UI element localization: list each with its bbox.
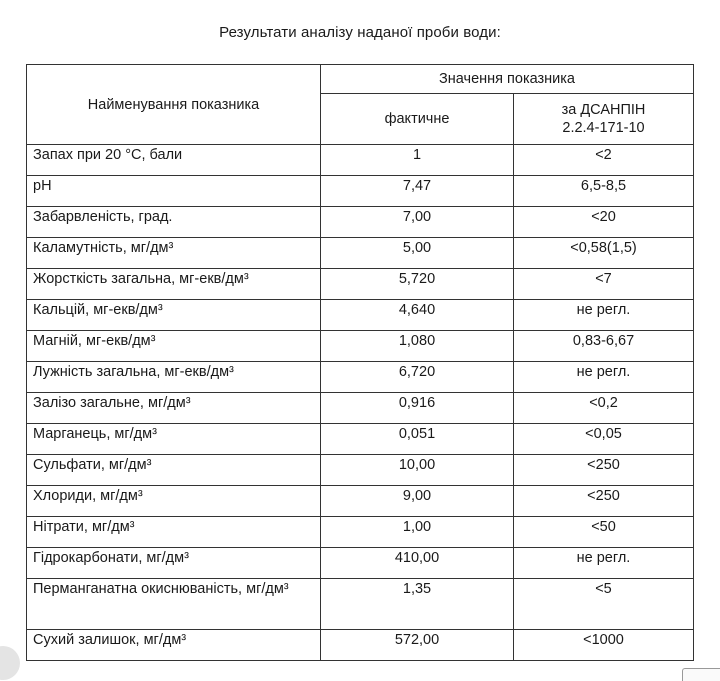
table-row bbox=[27, 424, 694, 455]
header-actual: фактичне bbox=[321, 94, 514, 145]
indicator-norm: <250 bbox=[514, 455, 694, 486]
indicator-name: Марганець, мг/дм³ bbox=[27, 424, 321, 455]
indicator-norm: не регл. bbox=[514, 548, 694, 579]
table-row bbox=[27, 269, 694, 300]
table-row bbox=[27, 548, 694, 579]
indicator-norm: не регл. bbox=[514, 300, 694, 331]
header-indicator-name: Найменування показника bbox=[27, 65, 321, 145]
indicator-norm: <0,58(1,5) bbox=[514, 238, 694, 269]
header-norm bbox=[514, 94, 694, 145]
indicator-actual: 1,00 bbox=[321, 517, 514, 548]
table-row bbox=[27, 207, 694, 238]
indicator-actual: 0,916 bbox=[321, 393, 514, 424]
table-row bbox=[27, 362, 694, 393]
indicator-actual: 1,35 bbox=[321, 579, 514, 630]
table-row bbox=[27, 579, 694, 630]
table-row bbox=[27, 393, 694, 424]
indicator-actual: 7,47 bbox=[321, 176, 514, 207]
indicator-actual: 1,080 bbox=[321, 331, 514, 362]
indicator-actual: 572,00 bbox=[321, 630, 514, 661]
table-row bbox=[27, 145, 694, 176]
header-norm-label: за ДСАНПІН 2.2.4-171-10 bbox=[561, 102, 646, 137]
table-row bbox=[27, 486, 694, 517]
table-row bbox=[27, 331, 694, 362]
indicator-norm: <5 bbox=[514, 579, 694, 630]
indicator-norm: <0,2 bbox=[514, 393, 694, 424]
indicator-name: pH bbox=[27, 176, 321, 207]
indicator-name: Лужність загальна, мг-екв/дм³ bbox=[27, 362, 321, 393]
indicator-actual: 0,051 bbox=[321, 424, 514, 455]
indicator-actual: 5,720 bbox=[321, 269, 514, 300]
indicator-norm: <2 bbox=[514, 145, 694, 176]
table-row bbox=[27, 630, 694, 661]
indicator-norm: не регл. bbox=[514, 362, 694, 393]
indicator-name: Забарвленість, град. bbox=[27, 207, 321, 238]
indicator-actual: 6,720 bbox=[321, 362, 514, 393]
table-row bbox=[27, 300, 694, 331]
indicator-name: Хлориди, мг/дм³ bbox=[27, 486, 321, 517]
indicator-name: Сульфати, мг/дм³ bbox=[27, 455, 321, 486]
floating-avatar-circle[interactable] bbox=[0, 646, 20, 680]
indicator-actual: 5,00 bbox=[321, 238, 514, 269]
indicator-actual: 1 bbox=[321, 145, 514, 176]
indicator-actual: 10,00 bbox=[321, 455, 514, 486]
indicator-norm: 6,5-8,5 bbox=[514, 176, 694, 207]
indicator-name: Жорсткість загальна, мг-екв/дм³ bbox=[27, 269, 321, 300]
indicator-norm: <1000 bbox=[514, 630, 694, 661]
indicator-actual: 4,640 bbox=[321, 300, 514, 331]
indicator-norm: <0,05 bbox=[514, 424, 694, 455]
indicator-name: Запах при 20 °С, бали bbox=[27, 145, 321, 176]
indicator-name: Нітрати, мг/дм³ bbox=[27, 517, 321, 548]
water-analysis-table bbox=[26, 64, 694, 661]
indicator-norm: <7 bbox=[514, 269, 694, 300]
header-indicator-value: Значення показника bbox=[321, 65, 694, 94]
indicator-name: Залізо загальне, мг/дм³ bbox=[27, 393, 321, 424]
indicator-name: Каламутність, мг/дм³ bbox=[27, 238, 321, 269]
indicator-norm: <250 bbox=[514, 486, 694, 517]
indicator-name: Сухий залишок, мг/дм³ bbox=[27, 630, 321, 661]
indicator-name: Гідрокарбонати, мг/дм³ bbox=[27, 548, 321, 579]
indicator-norm: <20 bbox=[514, 207, 694, 238]
table-row bbox=[27, 176, 694, 207]
document-title: Результати аналізу наданої проби води: bbox=[219, 24, 501, 41]
table-row bbox=[27, 517, 694, 548]
indicator-actual: 410,00 bbox=[321, 548, 514, 579]
indicator-norm: 0,83-6,67 bbox=[514, 331, 694, 362]
page-corner-tab bbox=[682, 668, 720, 681]
indicator-name: Кальцій, мг-екв/дм³ bbox=[27, 300, 321, 331]
indicator-actual: 7,00 bbox=[321, 207, 514, 238]
table-row bbox=[27, 238, 694, 269]
table-row bbox=[27, 455, 694, 486]
indicator-name: Магній, мг-екв/дм³ bbox=[27, 331, 321, 362]
indicator-name: Перманганатна окиснюваність, мг/дм³ bbox=[27, 579, 321, 630]
indicator-actual: 9,00 bbox=[321, 486, 514, 517]
indicator-norm: <50 bbox=[514, 517, 694, 548]
